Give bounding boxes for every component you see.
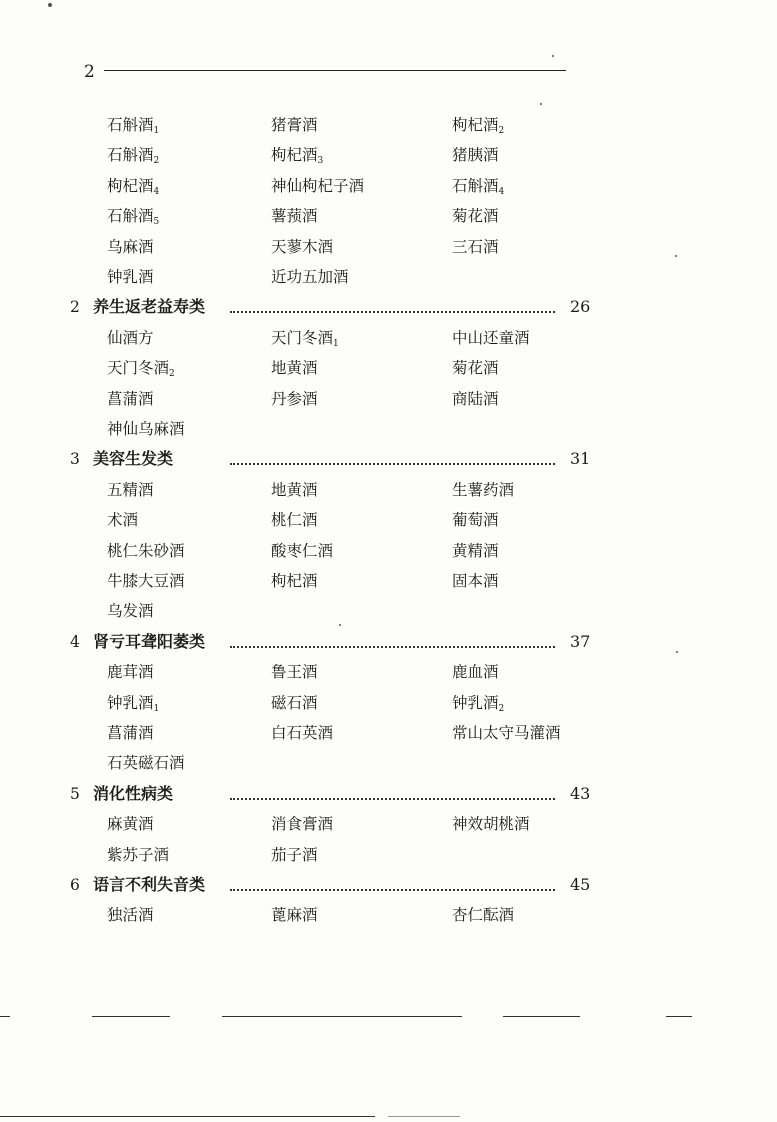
toc-entry: 钟乳酒: [107, 268, 154, 286]
toc-entry: 菖蒲酒: [107, 389, 154, 408]
subscript-number: 2: [498, 126, 505, 136]
section-number: 4: [70, 632, 80, 651]
toc-entry-row: [0, 810, 777, 838]
toc-entry-row: [0, 324, 777, 352]
toc-entry: 猪胰酒: [452, 146, 499, 165]
toc-entry: 乌发酒: [107, 602, 154, 621]
toc-entry: 茄子酒: [271, 845, 318, 864]
toc-entry: 钟乳酒$_2$: [452, 693, 505, 714]
toc-entry: 桃仁朱砂酒: [107, 541, 185, 560]
toc-entry: 蓖麻酒: [271, 906, 318, 925]
toc-section-heading: [0, 628, 777, 656]
section-title: 消化性病类: [93, 780, 176, 808]
toc-entry: 常山太守马灌酒: [452, 724, 561, 742]
toc-entry-row: [0, 172, 777, 200]
toc-entry: 神效胡桃酒: [452, 815, 530, 834]
toc-entry-row: [0, 202, 777, 230]
toc-entry: 鲁王酒: [271, 663, 318, 682]
toc-entry: 石斛酒$_1$: [107, 116, 160, 136]
toc-entry: 猪膏酒: [271, 116, 318, 134]
toc-entry-row: [0, 141, 777, 169]
toc-entry: 枸杞酒$_4$: [107, 176, 160, 197]
toc-entry: 麻黄酒: [107, 815, 154, 834]
toc-entry: 术酒: [107, 511, 139, 530]
scan-artifact-line: [92, 1016, 170, 1017]
toc-entry-row: [0, 111, 777, 139]
scan-artifact-line: [503, 1016, 580, 1017]
scan-artifact-line: [0, 1016, 10, 1017]
toc-entry: 薯蓣酒: [271, 207, 318, 226]
toc-entry: 五精酒: [107, 480, 154, 499]
section-page-number: 31: [566, 445, 590, 473]
toc-entry-row: [0, 354, 777, 382]
section-number: 2: [70, 298, 80, 317]
scan-artifact-speck: [48, 3, 52, 7]
toc-entry-row: [0, 749, 777, 777]
toc-entry: 酸枣仁酒: [271, 541, 334, 560]
subscript-number: 4: [498, 186, 505, 197]
toc-entry: 鹿血酒: [452, 663, 499, 682]
subscript-number: 2: [153, 156, 160, 167]
subscript-number: 4: [153, 186, 160, 197]
toc-entry: 枸杞酒$_2$: [452, 116, 505, 136]
toc-entry-row: [0, 658, 777, 686]
toc-entry-row: [0, 597, 777, 625]
toc-entry-row: [0, 567, 777, 595]
toc-entry: 桃仁酒: [271, 511, 318, 530]
toc-entry: 天蓼木酒: [271, 237, 334, 256]
toc-entry: 天门冬酒$_1$: [271, 328, 339, 349]
toc-entry-row: [0, 385, 777, 413]
toc-entry: 磁石酒: [271, 693, 318, 712]
toc-entry: 神仙枸杞子酒: [271, 176, 365, 195]
toc-entry: 石英磁石酒: [107, 754, 185, 773]
toc-entry: 地黄酒: [271, 359, 318, 378]
toc-entry: 钟乳酒$_1$: [107, 693, 160, 714]
toc-entry-row: [0, 841, 777, 869]
toc-entry: 地黄酒: [271, 480, 318, 499]
scan-artifact-line: [388, 1116, 460, 1117]
toc-entry: 白石英酒: [271, 724, 334, 742]
section-title: 美容生发类: [93, 445, 176, 473]
toc-entry: 三石酒: [452, 237, 499, 256]
section-number: 6: [70, 876, 80, 894]
toc-entry: 葡萄酒: [452, 511, 499, 530]
toc-section-heading: [0, 780, 777, 808]
toc-section-heading: [0, 293, 777, 321]
section-number: 3: [70, 450, 80, 469]
toc-entry: 石斛酒$_2$: [107, 146, 160, 167]
toc-entry: 紫苏子酒: [107, 845, 170, 864]
dot-leader: [230, 463, 555, 465]
scan-artifact-speck: [675, 255, 677, 257]
subscript-number: 3: [317, 156, 324, 167]
toc-entry: 神仙乌麻酒: [107, 420, 185, 438]
scan-artifact-line: [222, 1016, 462, 1017]
toc-entry: 仙酒方: [107, 328, 154, 347]
section-title: 养生返老益寿类: [93, 293, 208, 321]
toc-entry-row: [0, 476, 777, 504]
toc-entry: 乌麻酒: [107, 237, 154, 256]
section-title: 语言不利失音类: [93, 871, 208, 899]
toc-entry: 牛膝大豆酒: [107, 572, 185, 590]
toc-entry-row: [0, 233, 777, 261]
subscript-number: 5: [153, 217, 160, 228]
scan-artifact-speck: [540, 103, 542, 105]
section-page-number: 37: [566, 628, 590, 656]
scan-artifact-line: [0, 1116, 375, 1117]
toc-entry: 近功五加酒: [271, 268, 349, 286]
toc-entry: 丹参酒: [271, 389, 318, 408]
section-page-number: 26: [566, 293, 590, 321]
toc-entry: 中山还童酒: [452, 328, 530, 347]
toc-entry: 石斛酒$_4$: [452, 176, 505, 197]
section-page-number: 43: [566, 780, 590, 808]
toc-section-heading: [0, 445, 777, 473]
toc-entry-row: [0, 689, 777, 717]
toc-entry: 天门冬酒$_2$: [107, 359, 175, 380]
toc-entry: 石斛酒$_5$: [107, 207, 160, 228]
toc-entry: 枸杞酒: [271, 572, 318, 590]
page-number: 2: [84, 62, 95, 82]
subscript-number: 2: [169, 369, 175, 380]
dot-leader: [230, 311, 555, 313]
toc-entry: 消食膏酒: [271, 815, 334, 834]
toc-entry-row: [0, 263, 777, 291]
scan-artifact-line: [666, 1016, 692, 1017]
toc-entry-row: [0, 901, 777, 929]
section-page-number: 45: [566, 871, 590, 899]
section-title: 肾亏耳聋阳萎类: [93, 628, 208, 656]
toc-section-heading: [0, 871, 777, 899]
toc-entry-row: [0, 719, 777, 747]
dot-leader: [230, 646, 555, 648]
toc-entry: 菊花酒: [452, 359, 499, 378]
toc-entry-row: [0, 415, 777, 443]
dot-leader: [230, 889, 555, 891]
subscript-number: 1: [153, 126, 160, 136]
toc-entry: 枸杞酒$_3$: [271, 146, 324, 167]
subscript-number: 1: [333, 338, 339, 349]
scan-artifact-speck: [552, 55, 554, 57]
toc-entry: 商陆酒: [452, 389, 499, 408]
toc-entry: 菊花酒: [452, 207, 499, 226]
dot-leader: [230, 798, 555, 800]
toc-entry: 鹿茸酒: [107, 663, 154, 682]
toc-entry-row: [0, 537, 777, 565]
section-number: 5: [70, 784, 80, 803]
toc-entry-row: [0, 506, 777, 534]
header-rule: [104, 70, 566, 71]
subscript-number: 1: [153, 703, 160, 714]
toc-entry: 菖蒲酒: [107, 724, 154, 742]
scan-artifact-speck: [339, 624, 341, 626]
toc-entry: 黄精酒: [452, 541, 499, 560]
scan-artifact-speck: [676, 651, 678, 653]
toc-entry: 生薯药酒: [452, 480, 515, 499]
toc-entry: 独活酒: [107, 906, 154, 925]
subscript-number: 2: [498, 703, 505, 714]
toc-entry: 固本酒: [452, 572, 499, 590]
toc-entry: 杏仁酝酒: [452, 906, 515, 925]
